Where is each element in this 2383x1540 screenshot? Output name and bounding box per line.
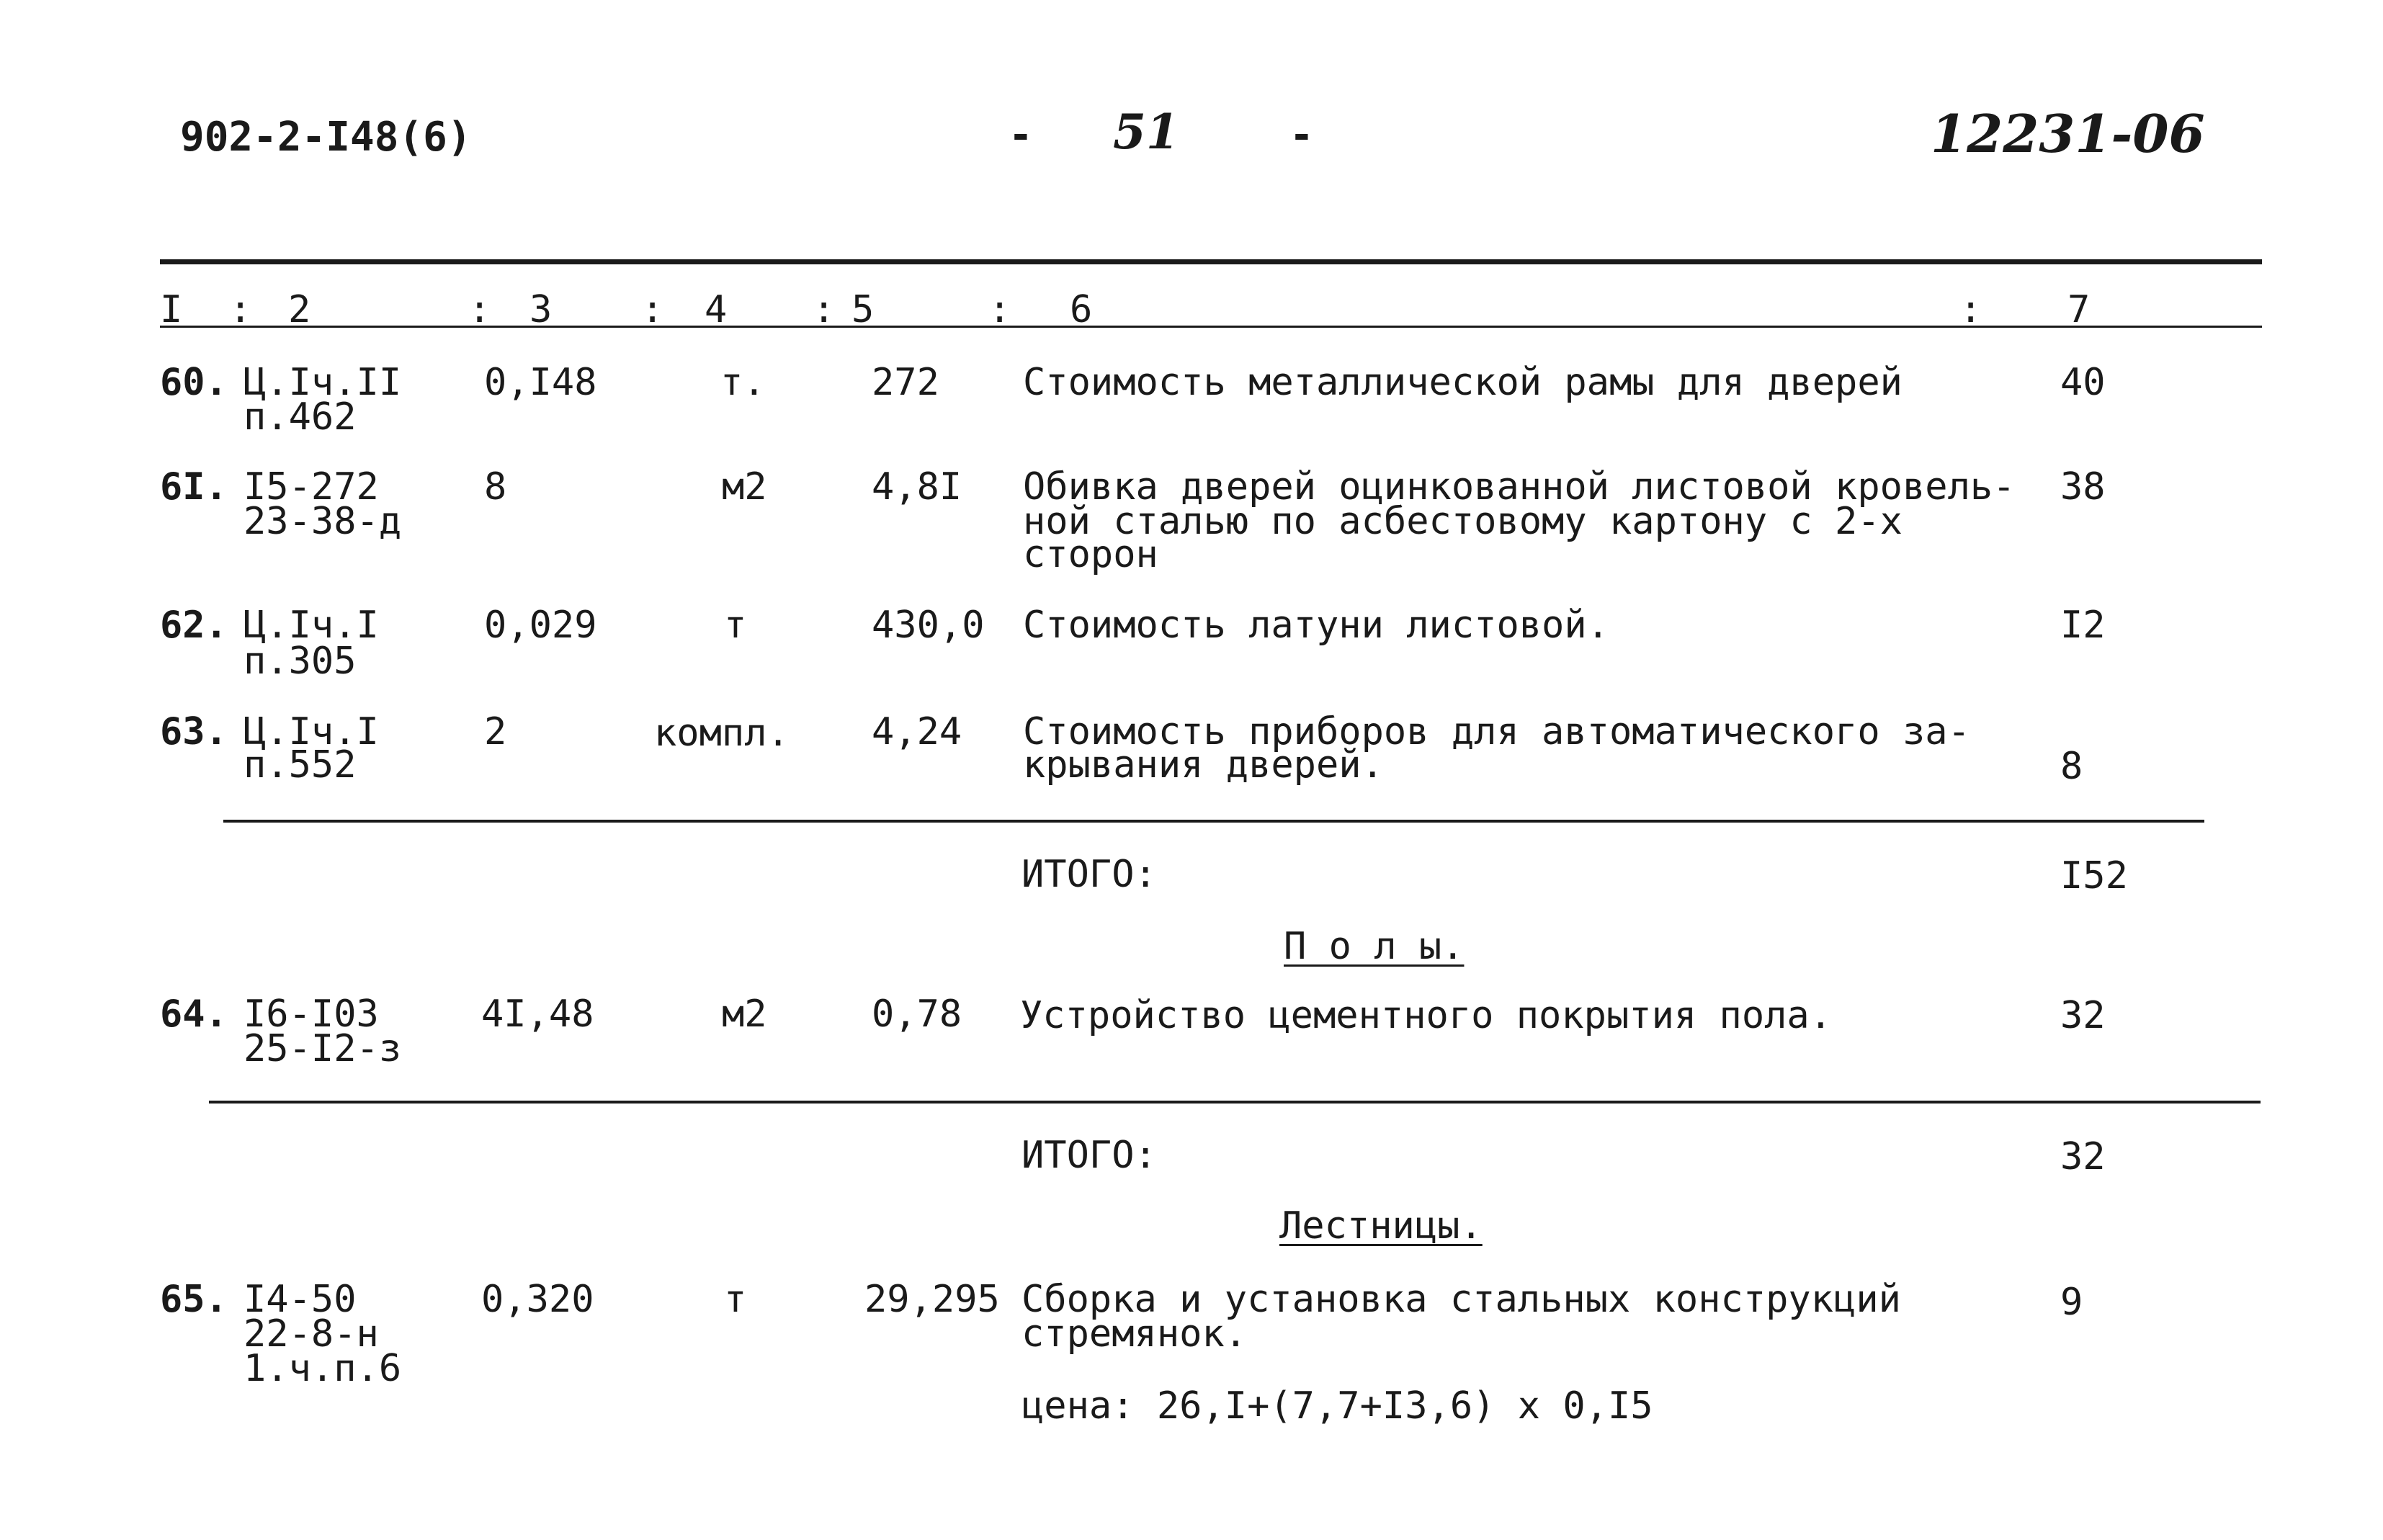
- row-price: 29,295: [864, 1278, 1000, 1321]
- column-header-6: 6: [1070, 288, 1093, 331]
- row-price: 430,0: [872, 604, 985, 647]
- column-header-4: 4: [705, 288, 728, 331]
- row-total: 9: [2060, 1281, 2083, 1324]
- column-header-underline: [160, 326, 2262, 328]
- row-code: п.462: [243, 395, 357, 439]
- row-quantity: 2: [484, 710, 507, 753]
- row-number: 63.: [160, 710, 228, 753]
- row-number: 60.: [160, 361, 228, 404]
- column-separator: :: [1959, 288, 1982, 331]
- row-code: I4-50: [243, 1278, 357, 1321]
- row-unit: компл.: [654, 712, 790, 755]
- row-code: 1.ч.п.6: [243, 1347, 402, 1390]
- subtotal-rule: [209, 1101, 2261, 1103]
- column-separator: :: [813, 288, 836, 331]
- column-header-7: 7: [2067, 288, 2091, 331]
- row-total: 40: [2060, 361, 2106, 404]
- page-dash-left: -: [1009, 112, 1033, 158]
- row-number: 64.: [160, 993, 228, 1036]
- row-code: Ц.Iч.II: [243, 361, 402, 404]
- document-code: 902-2-I48(6): [180, 114, 472, 161]
- price-formula-note: цена: 26,I+(7,7+I3,6) х 0,I5: [1021, 1384, 1653, 1428]
- row-price: 0,78: [872, 993, 962, 1036]
- row-number: 62.: [160, 604, 228, 647]
- row-code: Ц.Iч.I: [243, 710, 379, 753]
- row-code: 22-8-н: [243, 1312, 379, 1356]
- subtotal-value: 32: [2060, 1135, 2106, 1178]
- row-code: Ц.Iч.I: [243, 604, 379, 647]
- row-price: 4,24: [872, 710, 962, 753]
- column-header-3: 3: [529, 288, 553, 331]
- column-separator: :: [229, 288, 252, 331]
- column-separator: :: [988, 288, 1011, 331]
- column-header-2: 2: [288, 288, 311, 331]
- subtotal-label: ИТОГО:: [1021, 853, 1157, 896]
- row-description: Устройство цементного покрытия пола.: [1020, 994, 1833, 1037]
- row-description: ной сталью по асбестовому картону с 2-х: [1023, 500, 1903, 543]
- row-total: 8: [2060, 745, 2083, 788]
- row-quantity: 0,320: [481, 1278, 594, 1321]
- row-quantity: 4I,48: [481, 993, 594, 1036]
- subtotal-label: ИТОГО:: [1021, 1134, 1157, 1177]
- column-separator: :: [641, 288, 664, 331]
- row-unit: т: [724, 604, 747, 647]
- row-number: 65.: [160, 1278, 228, 1321]
- row-quantity: 8: [484, 465, 507, 509]
- column-header-1: I: [160, 288, 183, 331]
- row-description: Обивка дверей оцинкованной листовой кровель-: [1023, 465, 2016, 509]
- page-dash-right: -: [1289, 112, 1314, 158]
- row-code: п.305: [243, 640, 357, 683]
- row-description: Стоимость приборов для автоматического за-: [1023, 710, 1970, 753]
- row-quantity: 0,I48: [484, 361, 597, 404]
- row-description: сторон: [1023, 533, 1158, 576]
- row-price: 4,8I: [872, 465, 962, 509]
- row-total: I2: [2060, 604, 2106, 647]
- row-code: 25-I2-з: [243, 1027, 402, 1070]
- table-top-rule: [160, 259, 2262, 264]
- archive-number: 12231-06: [1931, 103, 2205, 164]
- row-quantity: 0,029: [484, 604, 597, 647]
- row-code: п.552: [243, 743, 357, 787]
- row-unit: м2: [722, 465, 767, 509]
- row-unit: м2: [722, 993, 767, 1036]
- row-description: Стоимость металлической рамы для дверей: [1023, 361, 1903, 404]
- row-description: крывания дверей.: [1023, 743, 1384, 787]
- row-code: 23-38-д: [243, 500, 402, 543]
- page-number: 51: [1113, 104, 1179, 160]
- section-title-stairs: Лестницы.: [1279, 1204, 1483, 1248]
- subtotal-value: I52: [2060, 854, 2128, 897]
- row-price: 272: [872, 361, 939, 404]
- row-description: стремянок.: [1021, 1312, 1248, 1356]
- section-title-floors: П о л ы.: [1284, 925, 1465, 968]
- row-unit: т: [724, 1278, 747, 1321]
- row-description: Стоимость латуни листовой.: [1023, 604, 1609, 647]
- row-code: I5-272: [243, 465, 379, 509]
- row-unit: т.: [720, 361, 766, 404]
- row-code: I6-I03: [243, 993, 379, 1036]
- row-total: 32: [2060, 994, 2106, 1037]
- row-number: 6I.: [160, 465, 228, 509]
- column-separator: :: [468, 288, 491, 331]
- row-total: 38: [2060, 465, 2106, 509]
- column-header-5: 5: [851, 288, 875, 331]
- row-description: Сборка и установка стальных конструкций: [1021, 1278, 1901, 1321]
- subtotal-rule: [223, 820, 2204, 823]
